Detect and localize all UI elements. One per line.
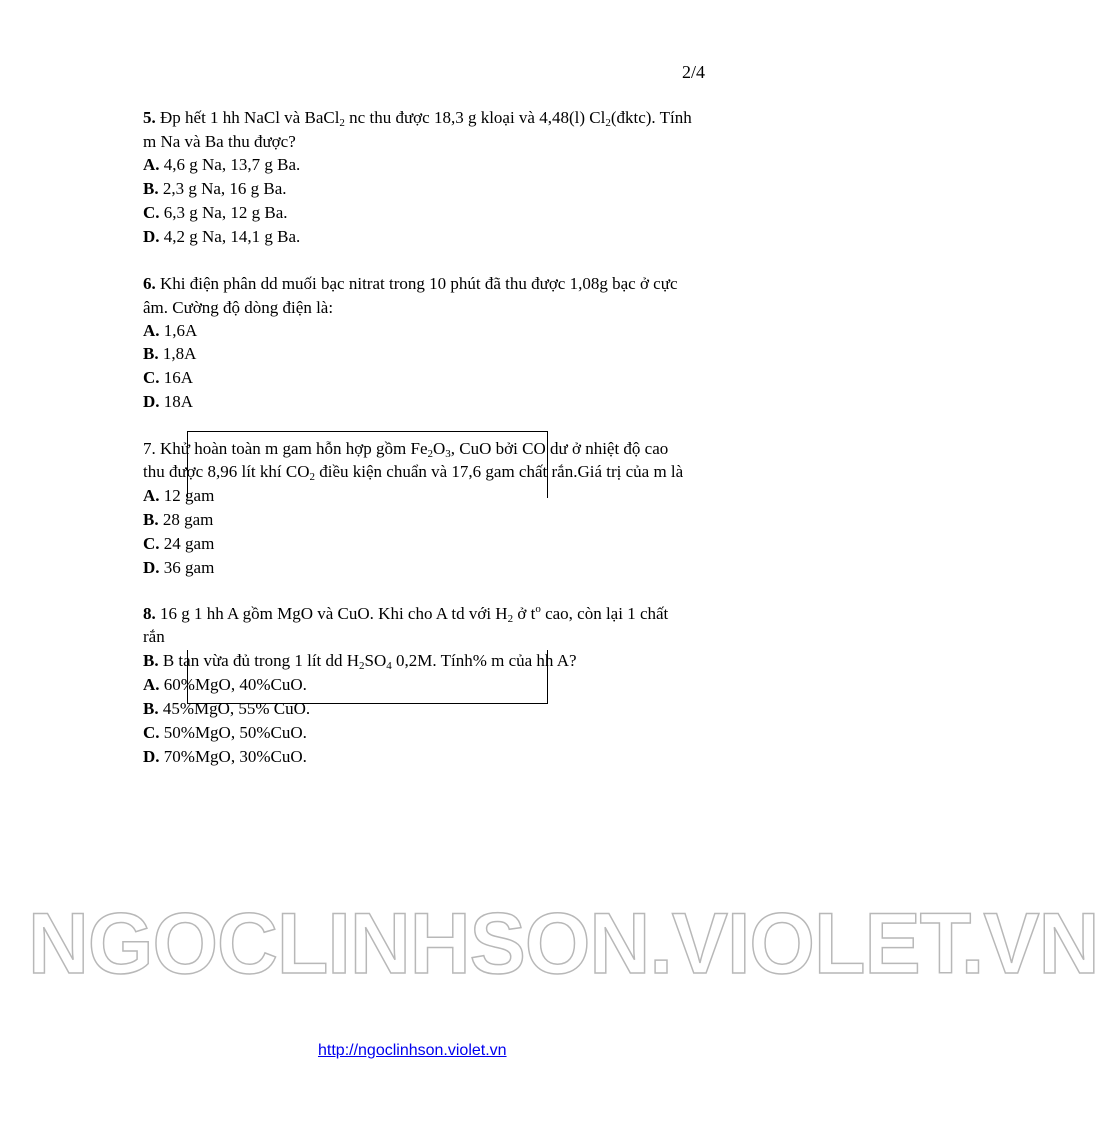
question-7-text-c: , CuO bởi CO dư ở nhiệt độ cao xyxy=(450,439,669,458)
option-text: 2,3 g Na, 16 g Ba. xyxy=(158,179,287,198)
subscript: 3 xyxy=(445,448,451,460)
option-key: D. xyxy=(143,227,160,246)
question-7-option-a xyxy=(143,484,214,508)
watermark: NGOCLINHSON.VIOLET.VN xyxy=(28,896,1098,992)
subscript: 4 xyxy=(386,660,392,672)
question-8-text-e: SO xyxy=(364,651,387,670)
option-text: 16A xyxy=(159,368,194,387)
subscript: 2 xyxy=(605,117,611,129)
question-7-option-d xyxy=(143,556,214,580)
question-5-text-c: (đktc). Tính xyxy=(610,108,692,127)
question-8-option-a xyxy=(143,673,307,697)
question-6-option-a xyxy=(143,319,197,343)
question-8-option-b xyxy=(143,697,310,721)
option-key: B. xyxy=(143,344,159,363)
option-text: 36 gam xyxy=(159,558,215,577)
question-7-text-d: thu được 8,96 lít khí CO xyxy=(143,462,310,481)
option-key: B. xyxy=(143,651,159,670)
page-number: 2/4 xyxy=(682,62,706,82)
question-8-text-f: 0,2M. Tính% m của hh A? xyxy=(391,651,577,670)
option-text: 18A xyxy=(159,392,194,411)
question-6-option-c xyxy=(143,366,193,390)
option-key: B. xyxy=(143,179,159,198)
subscript: 2 xyxy=(309,471,315,483)
subscript: 2 xyxy=(339,117,345,129)
option-key: B. xyxy=(143,510,159,529)
question-6-text: Khi điện phân dd muối bạc nitrat trong 10 phút đã thu được 1,08g bạc ở cực xyxy=(155,274,678,293)
option-key: D. xyxy=(143,558,160,577)
question-5-number: 5. xyxy=(143,108,156,127)
option-text: 24 gam xyxy=(159,534,215,553)
subscript: 2 xyxy=(427,448,434,460)
question-8-number: 8. xyxy=(143,604,156,623)
option-key: A. xyxy=(143,675,160,694)
question-5-option-c xyxy=(143,201,288,225)
question-8-line-2: rắn xyxy=(143,627,165,646)
option-key: D. xyxy=(143,392,160,411)
option-key: A. xyxy=(143,155,160,174)
question-5-line-2: m Na và Ba thu được? xyxy=(143,132,296,151)
footer-link[interactable]: http://ngoclinhson.violet.vn xyxy=(318,1042,507,1059)
question-5-option-b xyxy=(143,177,287,201)
subscript: 2 xyxy=(359,660,365,672)
option-text: 45%MgO, 55% CuO. xyxy=(158,699,311,718)
option-text: 50%MgO, 50%CuO. xyxy=(159,723,307,742)
option-text: 1,6A xyxy=(159,321,198,340)
option-text: 70%MgO, 30%CuO. xyxy=(159,747,307,766)
question-6-option-b xyxy=(143,342,196,366)
question-7-line-2 xyxy=(143,460,683,484)
option-key: A. xyxy=(143,486,160,505)
question-7-line-1 xyxy=(143,437,668,461)
question-8-text-c: cao, còn lại 1 chất xyxy=(540,604,669,623)
question-8-line-1 xyxy=(143,602,668,626)
question-7-option-b xyxy=(143,508,213,532)
superscript: o xyxy=(535,603,541,615)
question-6-option-d xyxy=(143,390,193,414)
option-key: C. xyxy=(143,203,160,222)
question-5-text-a: Đp hết 1 hh NaCl và BaCl xyxy=(155,108,340,127)
option-key: A. xyxy=(143,321,160,340)
option-key: C. xyxy=(143,368,160,387)
option-text: 6,3 g Na, 12 g Ba. xyxy=(159,203,288,222)
option-key: C. xyxy=(143,723,160,742)
option-key: C. xyxy=(143,534,160,553)
question-5-option-a xyxy=(143,153,300,177)
option-text: 4,2 g Na, 14,1 g Ba. xyxy=(159,227,301,246)
subscript: 2 xyxy=(507,613,514,625)
question-5-line-1 xyxy=(143,106,692,130)
question-7-text-e: điều kiện chuẩn và 17,6 gam chất rắn.Giá trị của m là xyxy=(314,462,684,481)
option-text: 1,8A xyxy=(158,344,197,363)
question-8-line-3 xyxy=(143,649,577,673)
question-6-line-1 xyxy=(143,272,678,296)
option-text: 4,6 g Na, 13,7 g Ba. xyxy=(159,155,301,174)
question-6-line-2: âm. Cường độ dòng điện là: xyxy=(143,298,334,317)
question-7-option-c xyxy=(143,532,214,556)
question-7-text-b: O xyxy=(433,439,446,458)
option-text: 12 gam xyxy=(159,486,215,505)
question-7-text-a: 7. Khử hoàn toàn m gam hỗn hợp gồm Fe xyxy=(143,439,428,458)
question-8-option-d xyxy=(143,745,307,769)
question-6-number: 6. xyxy=(143,274,156,293)
option-text: 28 gam xyxy=(158,510,214,529)
question-8-text-b: ở t xyxy=(513,604,536,623)
question-8-text-d: B tan vừa đủ trong 1 lít dd H xyxy=(158,651,360,670)
option-key: D. xyxy=(143,747,160,766)
option-key: B. xyxy=(143,699,159,718)
question-8-text-a: 16 g 1 hh A gồm MgO và CuO. Khi cho A td với H xyxy=(155,604,508,623)
option-text: 60%MgO, 40%CuO. xyxy=(159,675,307,694)
question-8-option-c xyxy=(143,721,307,745)
question-5-text-b: nc thu được 18,3 g kloại và 4,48(l) Cl xyxy=(344,108,606,127)
question-5-option-d xyxy=(143,225,300,249)
